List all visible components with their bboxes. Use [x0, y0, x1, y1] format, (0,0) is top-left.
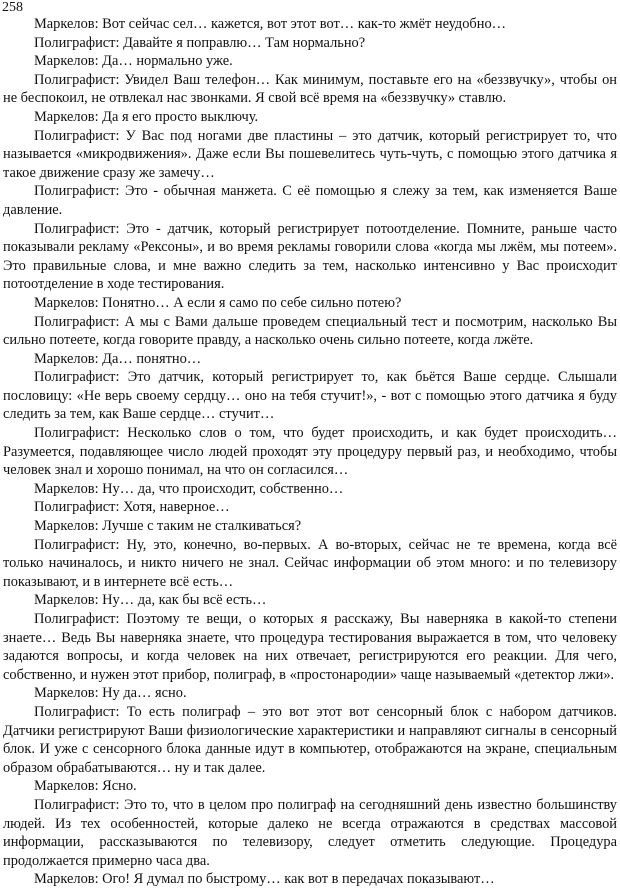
paragraph: Полиграфист: Несколько слов о том, что будет происходить, и как будет происходить… Разумеется, подавляющее число людей проходят эту процедуру первый раз, и необходимо, чтобы человек знал и хорошо понимал, на что он согласился… — [3, 425, 617, 479]
dialogue-text — [3, 15, 617, 889]
paragraph: Полиграфист: Увидел Ваш телефон… Как минимум, поставьте его на «беззвучку», чтобы он не беспокоил, не отвлекал нас звонками. Я свой всё время на «беззвучку» ставлю. — [3, 71, 617, 107]
paragraph: Полиграфист: То есть полиграф – это вот этот вот сенсорный блок с набором датчиков. Датчики регистрируют Ваши физиологические характеристики и направляют сигналы в сенсорный блок. И уже с сенсорного блока данные идут в компьютер, отображаются на экране, специальным образом обрабатываются… ну и так далее. — [3, 703, 617, 776]
paragraph: Маркелов: Ого! Я думал по быстрому… как вот в передачах показывают… — [34, 871, 495, 888]
paragraph: Маркелов: Ясно. — [34, 778, 137, 795]
paragraph: Маркелов: Ну да… ясно. — [34, 685, 187, 702]
paragraph: Полиграфист: Ну, это, конечно, во-первых. А во-вторых, сейчас не те времена, когда всё только начиналось, и никто ничего не знал. Сейчас информации об этом много: и по телевизору показывают, и в интернете всё есть… — [3, 536, 617, 590]
paragraph: Маркелов: Да я его просто выключу. — [34, 108, 259, 125]
paragraph: Маркелов: Ну… да, что происходит, собственно… — [34, 480, 344, 497]
paragraph: Полиграфист: Это то, что в целом про полиграф на сегодняшний день известно большинству людей. Из тех особенностей, которые далеко не всегда отражаются в средствах массовой информации, рассказываются по телевизору, следует отметить следующие. Процедура продолжается примерно часа два. — [3, 796, 617, 869]
paragraph: Полиграфист: Это - обычная манжета. С её помощью я слежу за тем, как изменяется Ваше давление. — [3, 183, 617, 218]
paragraph: Маркелов: Лучше с таким не сталкиваться? — [34, 518, 302, 535]
page-number: 258 — [2, 0, 23, 15]
paragraph: Полиграфист: Поэтому те вещи, о которых я расскажу, Вы наверняка в какой-то степени знаете… Ведь Вы наверняка знаете, что процедура тестирования выражается в том, что человеку задаются вопросы, и когда человек на них отвечает, регистрируются его реакции. Для чего, собственно, и нужен этот прибор, полиграф, в «простонародии» чаще называемый «детектор лжи». — [3, 611, 617, 683]
paragraph: Маркелов: Да… нормально уже. — [34, 53, 233, 70]
paragraph: Маркелов: Понятно… А если я само по себе сильно потею? — [34, 294, 402, 311]
paragraph: Полиграфист: Хотя, наверное… — [34, 499, 230, 516]
paragraph: Маркелов: Вот сейчас сел… кажется, вот этот вот… как-то жмёт неудобно… — [34, 16, 507, 32]
paragraph: Полиграфист: Это - датчик, который регистрирует потоотделение. Помните, раньше часто показывали рекламу «Рексоны», и во время рекламы говорили слова «когда мы лжём, мы потеем». Это правильные слова, и мне важно следить за тем, насколько интенсивно у Вас происходит потоотделение в ходе тестирования. — [3, 220, 617, 293]
paragraph: Полиграфист: У Вас под ногами две пластины – это датчик, который регистрирует то, что называется «микродвижения». Даже если Вы пошевелитесь чуть-чуть, с помощью этого датчика я такое движение сразу же замечу… — [3, 127, 617, 181]
paragraph: Полиграфист: Это датчик, который регистрирует то, как бьётся Ваше сердце. Слышали пословицу: «Не верь своему сердцу… оно на тебя стучит!», - вот с помощью этого датчика я буду следить за тем, как Ваше сердце… стучит… — [3, 369, 617, 423]
paragraph: Маркелов: Да… понятно… — [34, 350, 202, 367]
paragraph: Маркелов: Ну… да, как бы всё есть… — [34, 592, 267, 609]
paragraph: Полиграфист: А мы с Вами дальше проведем специальный тест и посмотрим, насколько Вы сильно потеете, когда говорите правду, а насколько очень сильно потеете, когда лжёте. — [3, 313, 617, 349]
paragraph: Полиграфист: Давайте я поправлю… Там нормально? — [34, 34, 366, 51]
